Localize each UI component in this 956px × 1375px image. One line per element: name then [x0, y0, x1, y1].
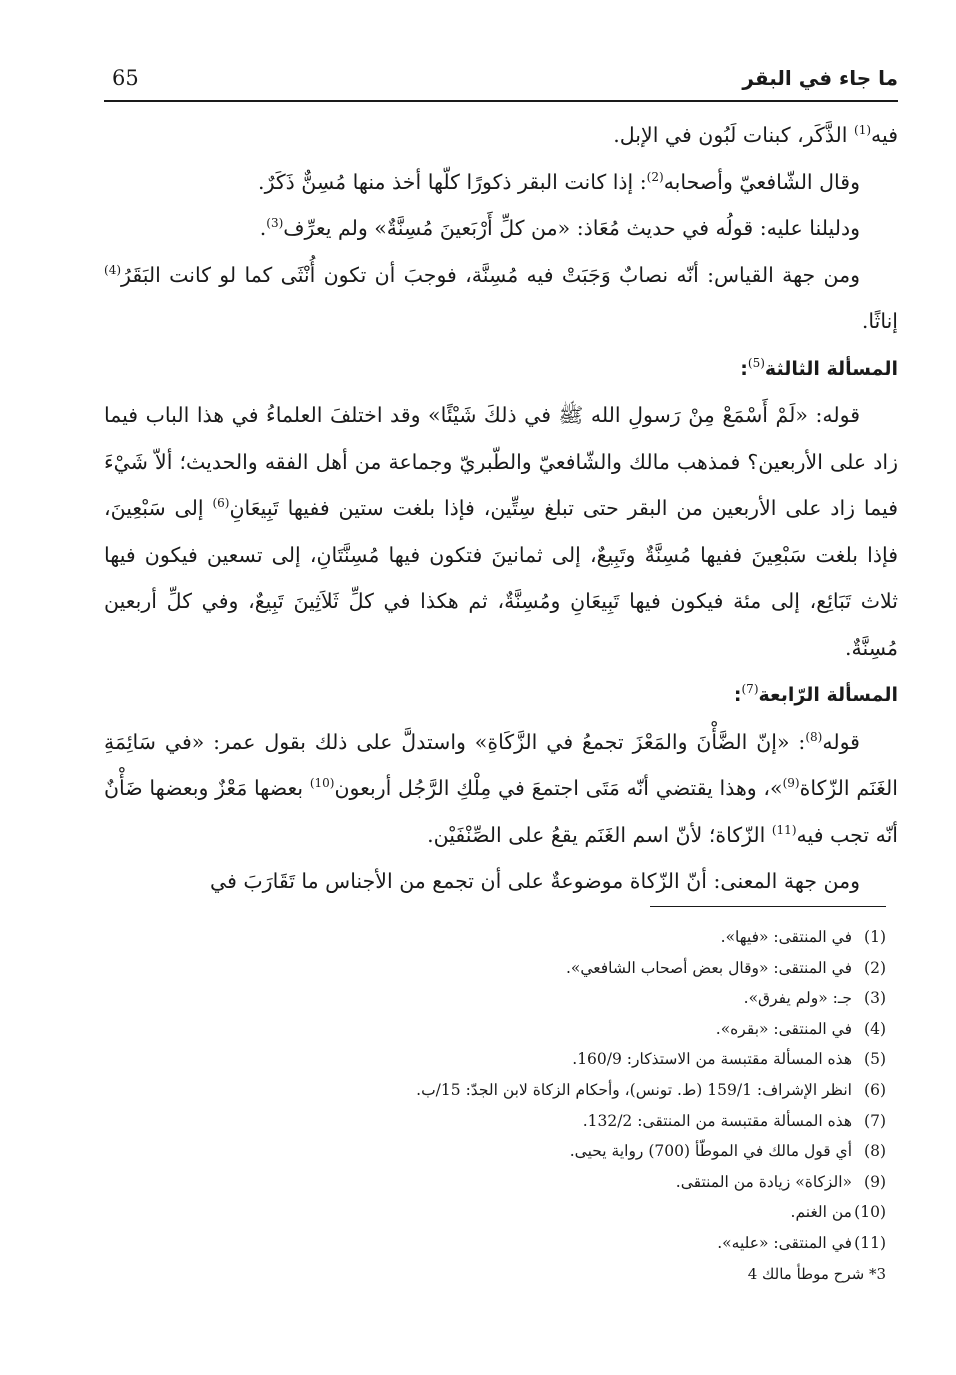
paragraph — [104, 719, 898, 859]
footnote-item — [104, 1075, 886, 1106]
text-run: قوله — [822, 729, 860, 754]
footnote-text: في المنتقى: «عليه». — [717, 1233, 852, 1252]
text-run: : إذا كانت البقر ذكورًا كلّها أخذ منها مُسِنٌّ ذَكَرٌ. — [258, 169, 647, 194]
footnote-item — [104, 1106, 886, 1137]
footnote-item — [104, 1044, 886, 1075]
footnote-number: (5) — [864, 1050, 886, 1069]
footnote-item — [104, 922, 886, 953]
footnote-text: «الزكاة» زيادة من المنتقى. — [675, 1172, 852, 1191]
footnote-number: (6) — [864, 1080, 886, 1099]
text-run: بعضها مَعْزٌ وبعضها ضَأْنٌ أنّه تجب فيه — [104, 776, 898, 847]
footnote-item — [104, 1014, 886, 1045]
text-run: وقال الشّافعيّ وأصحابه — [663, 169, 860, 194]
footnote-text: من الغنم. — [790, 1203, 852, 1222]
footnote-ref[interactable]: (2) — [646, 169, 664, 184]
text-run: قوله: «لَمْ أَسْمَعْ مِنْ رَسولِ الله ﷺ في ذلكَ شَيْئًا» وقد اختلفَ العلماءُ في هذا الباب فيما زاد على الأربعين؟ فمذهب مالك والشّافعيّ والطّبريّ وجماعة من أهل الفقه والحديث؛ ألاّ شَيْءَ فيما زاد على الأربعين من البقر حتى تبلغ سِتِّين، فإذا بلغت ستين ففيها تَبِيعَانِ — [104, 403, 898, 520]
header-title: ما جاء في البقر — [742, 66, 898, 90]
text-run: إناثًا. — [861, 309, 898, 333]
footnote-text: هذه المسألة مقتبسة من المنتقى: 132/2. — [582, 1111, 852, 1130]
footnote-number: (3) — [864, 989, 886, 1008]
footnote-ref[interactable]: (11) — [771, 822, 797, 837]
footnote-ref[interactable]: (1) — [854, 123, 872, 138]
section-heading — [104, 671, 898, 719]
footnote-item — [104, 1197, 886, 1228]
heading-colon: : — [740, 357, 748, 380]
footnote-item — [104, 1228, 886, 1259]
footnote-number: (11) — [854, 1233, 886, 1252]
footnote-text: في المنتقى: «فيها». — [720, 928, 852, 946]
footnote-text: جـ: «ولم يفرق». — [743, 989, 852, 1008]
paragraph — [104, 205, 898, 252]
paragraph — [104, 392, 898, 671]
footnote-number: (2) — [864, 958, 886, 977]
text-run: ودليلنا عليه: قولُه في حديث مُعَاذ: «من كلِّ أَرْبَعينَ مُسِنَّةٌ» ولم يعرِّف — [283, 216, 860, 240]
footnote-number: (1) — [864, 928, 886, 946]
footnote-ref[interactable]: (5) — [747, 355, 765, 370]
text-run: »، وهذا يقتضي أنّه مَتَى اجتمعَ في مِلْكِ الرَّجُل أربعون — [334, 776, 783, 800]
sheet-signature: 3* شرح موطأ مالك 4 — [747, 1264, 886, 1283]
footnote-number: (9) — [864, 1172, 886, 1191]
text-run: ومن جهة المعنى: أنّ الزّكاة موضوعةٌ على أن تجمع من الأجناس ما تَقَارَبَ في — [209, 869, 860, 893]
footnote-number: (7) — [864, 1111, 886, 1130]
section-heading — [104, 345, 898, 393]
footnote-item — [104, 1167, 886, 1198]
footnote-text: انظر الإشراف: 159/1 (ط. تونس)، وأحكام الزكاة لابن الجدّ: 15/ب. — [416, 1080, 852, 1099]
text-run: ومن جهة القياس: أنّه نصابٌ وَجَبَتْ فيه مُسِنَّة، فوجبَ أن تكون أُنْثَى كما لو كانت البَقَرُ — [121, 262, 860, 287]
footnote-ref[interactable]: (8) — [805, 729, 823, 744]
footnote-item — [104, 953, 886, 984]
text-run: فيه — [871, 123, 898, 147]
heading-colon: : — [733, 684, 742, 706]
footnote-ref[interactable]: (7) — [741, 682, 759, 697]
footnote-number: (4) — [864, 1019, 886, 1038]
footnotes — [104, 922, 886, 1289]
paragraph — [104, 112, 898, 159]
main-text — [104, 112, 898, 905]
text-run: إلى سَبْعِينَ، فإذا بلغت سَبْعِينَ ففيها مُسِنَّةٌ وتَبِيعٌ، إلى ثمانينَ فتكون فيها مُسِنَّتَانِ، إلى تسعين فيكون فيها ثلاث تَبَائِع، إلى مئة فيكون فيها تَبِيعَانِ ومُسِنَّةٌ، ثم هكذا في كلِّ ثَلاَثِينَ تَبِيعٌ، وفي كلِّ أربعين مُسِنَّةٌ. — [104, 496, 898, 660]
text-run: الزّكاة؛ لأنّ اسم الغَنَم يقعُ على الصِّنْفَيْن. — [427, 822, 772, 847]
paragraph — [104, 159, 898, 206]
text-run: . — [259, 216, 267, 240]
footnote-divider — [650, 906, 886, 907]
text-run: الذَّكَر، كبنات لَبُون في الإبل. — [613, 123, 854, 147]
heading-text: المسألة الثالثة — [764, 357, 898, 380]
footnote-item — [104, 983, 886, 1014]
footnote-ref[interactable]: (9) — [782, 776, 800, 791]
footnote-ref[interactable]: (3) — [266, 216, 284, 231]
paragraph — [104, 858, 898, 905]
footnote-item — [104, 1136, 886, 1167]
footnote-ref[interactable]: (4) — [104, 262, 122, 277]
footnote-text: في المنتقى: «بقره». — [715, 1019, 852, 1038]
footnote-text: أي قول مالك في الموطّأ (700) رواية يحيى. — [569, 1142, 852, 1161]
page-number: 65 — [112, 66, 139, 90]
footnote-text: هذه المسألة مقتبسة من الاستذكار: 160/9. — [572, 1050, 852, 1069]
running-header — [104, 60, 898, 102]
heading-text: المسألة الرّابعة — [758, 684, 898, 706]
footnote-ref[interactable]: (10) — [309, 776, 335, 791]
footnote-ref[interactable]: (6) — [212, 496, 230, 511]
paragraph — [104, 252, 898, 345]
footnote-number: (10) — [854, 1203, 886, 1222]
footnote-number: (8) — [864, 1142, 886, 1161]
text-run: : «إنّ الضَّأْنَ والمَعْزَ تجمعُ في الزَّكَاةِ» واستدلَّ على ذلك بقول عمر: «في سَائِمَةِ الغَنَم الزّكاة — [104, 729, 898, 800]
footnote-text: في المنتقى: «وقال بعض أصحاب الشافعي». — [565, 958, 852, 977]
